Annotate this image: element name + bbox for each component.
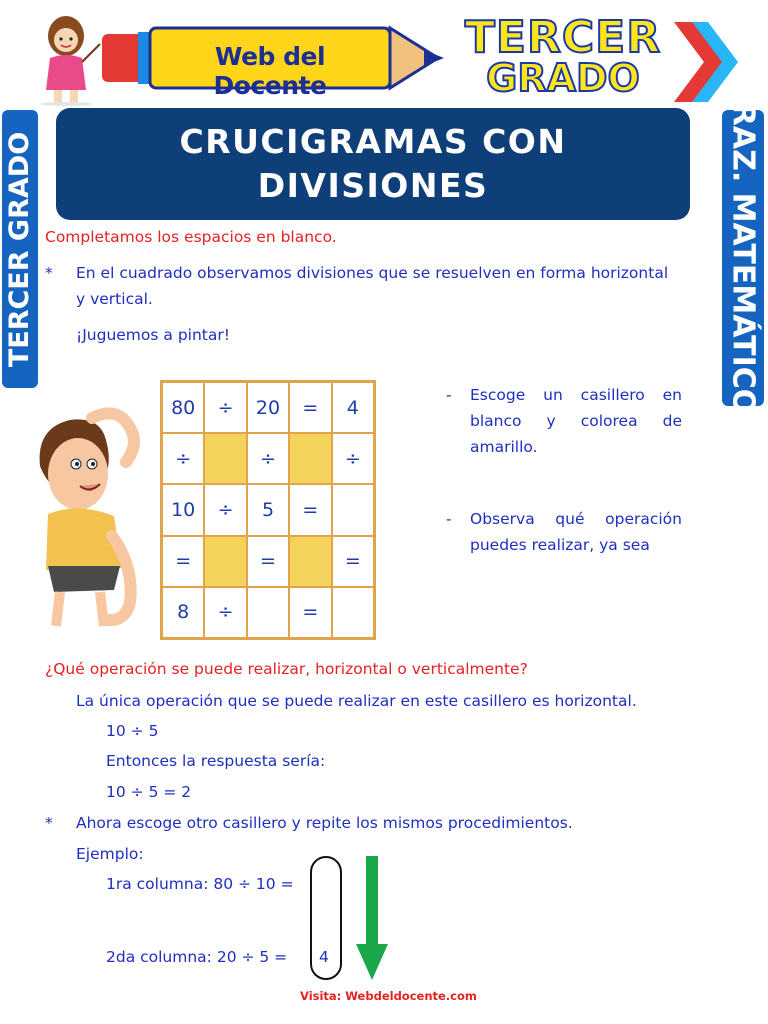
grid-cell: = xyxy=(289,382,331,433)
grid-cell: ÷ xyxy=(332,433,374,484)
grid-cell[interactable] xyxy=(289,536,331,587)
intro-line-1: En el cuadrado observamos divisiones que se resuelven en forma horizontal xyxy=(76,264,669,282)
grid-cell: = xyxy=(332,536,374,587)
question-line: ¿Qué operación se puede realizar, horizontal o verticalmente? xyxy=(45,660,528,678)
step-1 xyxy=(446,382,682,460)
grid-cell: ÷ xyxy=(247,433,289,484)
grid-cell: = xyxy=(247,536,289,587)
bullet-mark: * xyxy=(45,264,53,282)
explanation-line-5: Ahora escoge otro casillero y repite los mismos procedimientos. xyxy=(76,814,573,832)
grid-cell: = xyxy=(289,587,331,638)
right-subject-label: RAZ. MATEMÁTICO xyxy=(725,102,761,414)
grid-cell[interactable] xyxy=(204,433,246,484)
step-1-text: Escoge un casillero en blanco y colorea de amarillo. xyxy=(470,386,682,456)
grid-cell: ÷ xyxy=(204,382,246,433)
grade-logo-line2: GRADO xyxy=(486,56,640,100)
step-2-dash: - xyxy=(446,510,452,528)
left-grade-label: TERCER GRADO xyxy=(4,131,36,367)
grid-cell: = xyxy=(162,536,204,587)
page-title: CRUCIGRAMAS CON DIVISIONES xyxy=(179,122,567,205)
footer-link[interactable]: Visita: Webdeldocente.com xyxy=(300,989,477,1003)
grid-cell[interactable] xyxy=(247,587,289,638)
grid-cell: 5 xyxy=(247,484,289,535)
left-grade-bar xyxy=(2,110,38,388)
grid-cell: 10 xyxy=(162,484,204,535)
explanation-line-1: La única operación que se puede realizar en este casillero es horizontal. xyxy=(76,692,637,710)
answer-value: 4 xyxy=(319,948,329,966)
step-2-text: Observa qué operación puedes realizar, ya sea xyxy=(470,510,682,554)
explanation-line-2: 10 ÷ 5 xyxy=(106,722,159,740)
grade-logo-line1: TERCER xyxy=(464,12,662,63)
explanation-line-4: 10 ÷ 5 = 2 xyxy=(106,783,192,801)
grid-cell: ÷ xyxy=(204,587,246,638)
grid-cell: = xyxy=(289,484,331,535)
example-column-1: 1ra columna: 80 ÷ 10 = xyxy=(106,875,294,893)
brand-name: Web del Docente xyxy=(213,42,327,100)
example-column-2: 2da columna: 20 ÷ 5 = xyxy=(106,948,288,966)
example-label: Ejemplo: xyxy=(76,845,144,863)
grid-cell: ÷ xyxy=(204,484,246,535)
division-crossword-grid xyxy=(160,380,376,640)
grid-cell: 20 xyxy=(247,382,289,433)
grid-cell[interactable] xyxy=(289,433,331,484)
step-2 xyxy=(446,506,682,562)
intro-line-3: ¡Juguemos a pintar! xyxy=(76,326,230,344)
grid-cell: 80 xyxy=(162,382,204,433)
grid-cell: ÷ xyxy=(162,433,204,484)
right-subject-bar xyxy=(722,102,764,414)
grid-cell[interactable] xyxy=(332,587,374,638)
grid-cell: 4 xyxy=(332,382,374,433)
grid-cell[interactable] xyxy=(204,536,246,587)
teacher-illustration xyxy=(30,14,102,106)
instruction-line: Completamos los espacios en blanco. xyxy=(45,228,337,246)
step-1-dash: - xyxy=(446,386,452,404)
grid-cell[interactable] xyxy=(332,484,374,535)
boy-illustration xyxy=(34,406,152,630)
intro-line-2: y vertical. xyxy=(76,290,153,308)
grid-cell: 8 xyxy=(162,587,204,638)
bullet-mark-2: * xyxy=(45,814,53,832)
explanation-line-3: Entonces la respuesta sería: xyxy=(106,752,326,770)
title-banner xyxy=(56,108,690,220)
down-arrow-icon xyxy=(356,856,388,980)
